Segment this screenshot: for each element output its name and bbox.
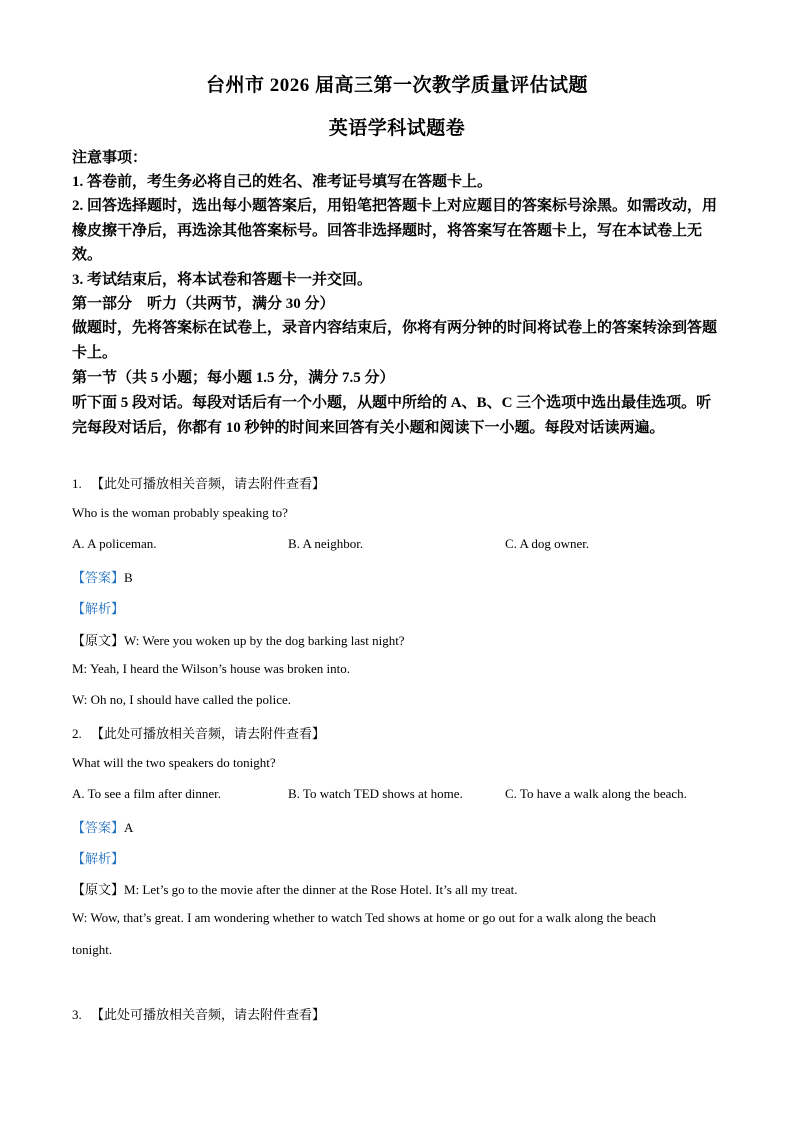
audio-note: 【此处可播放相关音频，请去附件查看】 (91, 1007, 326, 1022)
part1-heading: 第一部分 听力（共两节，满分 30 分） (72, 296, 335, 312)
audio-note: 【此处可播放相关音频，请去附件查看】 (91, 726, 326, 741)
question-2-answer (72, 817, 732, 836)
question-1-transcript-line-3: W: Oh no, I should have called the police. (72, 692, 292, 707)
question-2-option-c: C. To have a walk along the beach. (505, 786, 687, 801)
note-item-1: 1. 答卷前，考生务必将自己的姓名、准考证号填写在答题卡上。 (72, 174, 493, 190)
note-item-2: 2. 回答选择题时，选出每小题答案后，用铅笔把答题卡上对应题目的答案标号涂黑。如需改动，用橡皮擦干净后，再选涂其他答案标号。回答非选择题时，将答案写在答题卡上，写在本试卷上无效。 (72, 198, 718, 264)
answer-label: 【答案】 (72, 820, 125, 835)
question-number: 3. (72, 1007, 82, 1022)
notes-heading: 注意事项： (72, 150, 148, 166)
page-subtitle: 英语学科试题卷 (328, 118, 466, 139)
answer-label: 【答案】 (72, 570, 125, 585)
answer-value: A (124, 820, 134, 835)
note-item-3: 3. 考试结束后，将本试卷和答题卡一并交回。 (72, 272, 373, 288)
audio-note: 【此处可播放相关音频，请去附件查看】 (91, 476, 326, 491)
question-2-analysis (72, 848, 732, 867)
analysis-label: 【解析】 (72, 601, 125, 616)
question-1-transcript-line-2: M: Yeah, I heard the Wilson’s house was broken into. (72, 661, 350, 676)
question-number: 1. (72, 476, 82, 491)
question-2-header (72, 723, 732, 742)
transcript-label: 【原文】 (72, 633, 125, 648)
question-2-option-b: B. To watch TED shows at home. (288, 786, 463, 801)
question-1-header (72, 473, 732, 492)
question-1-stem: Who is the woman probably speaking to? (72, 505, 288, 520)
question-1-option-c: C. A dog owner. (505, 536, 590, 551)
question-2-transcript-line-2: W: Wow, that’s great. I am wondering whether to watch Ted shows at home or go out for a walk along the beach (72, 910, 656, 925)
question-1-option-b: B. A neighbor. (288, 536, 364, 551)
question-number: 2. (72, 726, 82, 741)
page-title: 台州市 2026 届高三第一次教学质量评估试题 (205, 75, 588, 96)
analysis-label: 【解析】 (72, 851, 125, 866)
question-2-stem: What will the two speakers do tonight? (72, 755, 276, 770)
question-1-answer (72, 567, 732, 586)
part1-instruction: 做题时，先将答案标在试卷上，录音内容结束后，你将有两分钟的时间将试卷上的答案转涂到答题卡上。 (72, 320, 718, 361)
section1-heading: 第一节（共 5 小题；每小题 1.5 分，满分 7.5 分） (72, 370, 395, 386)
transcript-text: M: Let’s go to the movie after the dinner at the Rose Hotel. It’s all my treat. (124, 882, 518, 897)
question-1-transcript-line-1 (72, 630, 732, 649)
transcript-label: 【原文】 (72, 882, 125, 897)
transcript-text: W: Were you woken up by the dog barking last night? (124, 633, 405, 648)
question-1-option-a: A. A policeman. (72, 536, 157, 551)
question-2-option-a: A. To see a film after dinner. (72, 786, 222, 801)
question-2-transcript-line-1 (72, 879, 732, 898)
answer-value: B (124, 570, 133, 585)
question-3-header (72, 1004, 732, 1023)
question-2-transcript-line-3: tonight. (72, 942, 113, 957)
section1-instruction: 听下面 5 段对话。每段对话后有一个小题，从题中所给的 A、B、C 三个选项中选出最佳选项。听完每段对话后，你都有 10 秒钟的时间来回答有关小题和阅读下一小题。每段对话读两遍。 (72, 395, 712, 436)
question-1-analysis (72, 598, 732, 617)
